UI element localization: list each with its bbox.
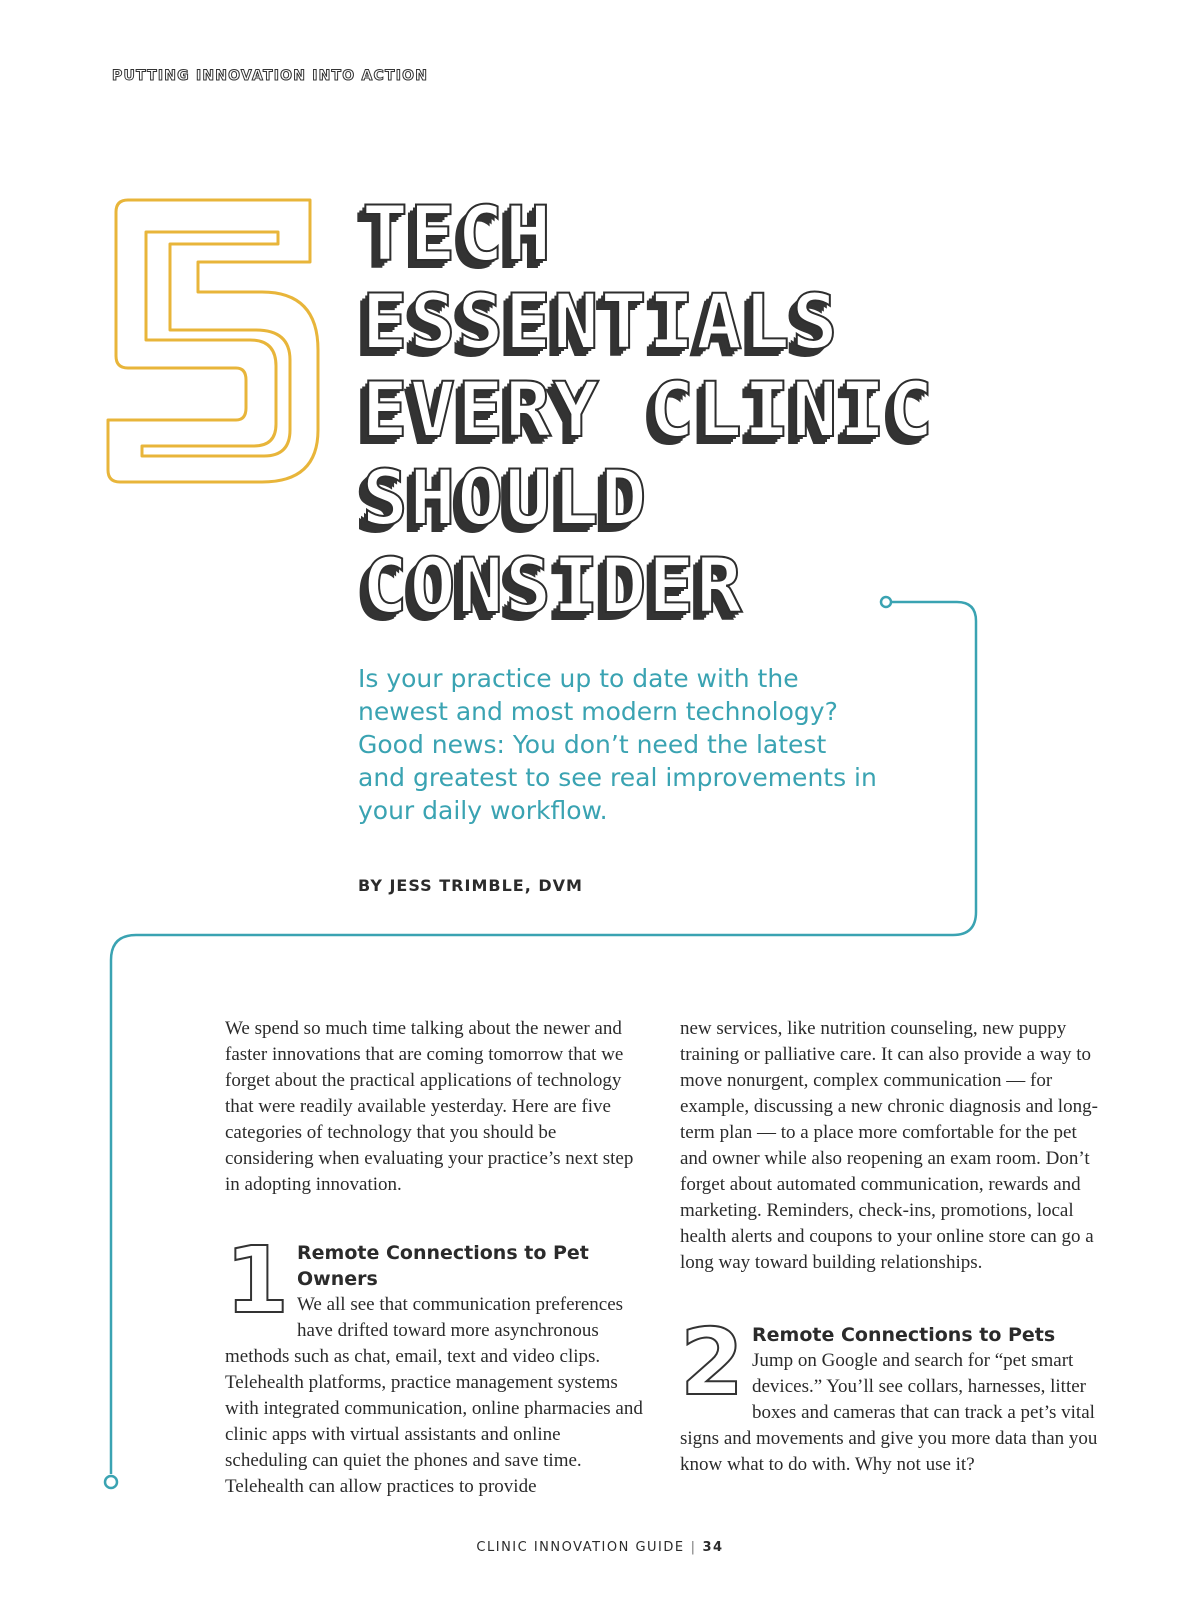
title-line: ESSENTIALS [362,277,840,366]
connector-end-dot [105,1476,117,1488]
article-title [362,190,935,630]
section-number-2: 2 [680,1309,745,1416]
section-heading-2: Remote Connections to Pets [752,1324,1056,1346]
section-2 [680,1309,1098,1478]
title-line: TECH [362,189,554,278]
footer-separator: | [690,1540,697,1555]
section-number-1: 1 [225,1227,290,1334]
footer-publication: CLINIC INNOVATION GUIDE [476,1540,685,1555]
intro-paragraph: We spend so much time talking about the newer and faster innovations that are coming tomorrow that we forget about the practical applications of technology that were readily available yesterday. Here are five categories of technology that you should be considering when evaluating your practice’s next step in adopting innovation. [225,1018,634,1195]
body-column-right [680,1016,1098,1478]
continuation-paragraph: new services, like nutrition counseling, new puppy training or palliative care. It can also provide a way to move nonurgent, complex communication — for example, discussing a new chronic diagnosis and long-term plan — to a place more comfortable for the pet and owner while also reopening an exam room. Don’t forget about automated communication, rewards and marketing. Reminders, check-ins, promotions, local health alerts and coupons to your online store can go a long way toward building relationships. [680,1018,1098,1273]
section-text-2: Jump on Google and search for “pet smart devices.” You’ll see collars, harnesses, litter boxes and cameras that can track a pet’s vital signs and movements and give you more data than you know what to do with. Why not use it? [680,1350,1098,1475]
numeral-five-outline [108,200,318,482]
title-line: CONSIDER [362,541,745,630]
section-heading-1: Remote Connections to Pet Owners [297,1242,589,1290]
article-byline: BY JESS TRIMBLE, DVM [358,876,583,895]
section-kicker: PUTTING INNOVATION INTO ACTION [112,68,429,84]
page-number: 34 [702,1540,724,1555]
body-column-left [225,1016,643,1500]
section-1 [225,1227,643,1500]
section-text-1: We all see that communication preferences have drifted toward more asynchronous methods such as chat, email, text and video clips. Telehealth platforms, practice management systems with integrated communication, online pharmacies and clinic apps with virtual assistants and online scheduling can quiet the phones and save time. Telehealth can allow practices to provide [225,1294,643,1497]
page-footer [0,1540,1200,1555]
title-line: SHOULD [362,453,649,542]
article-deck: Is your practice up to date with the newest and most modern technology? Good news: You don’t need the latest and greatest to see real improvements in your daily workflow. [358,664,877,825]
title-line: EVERY CLINIC [362,365,936,454]
